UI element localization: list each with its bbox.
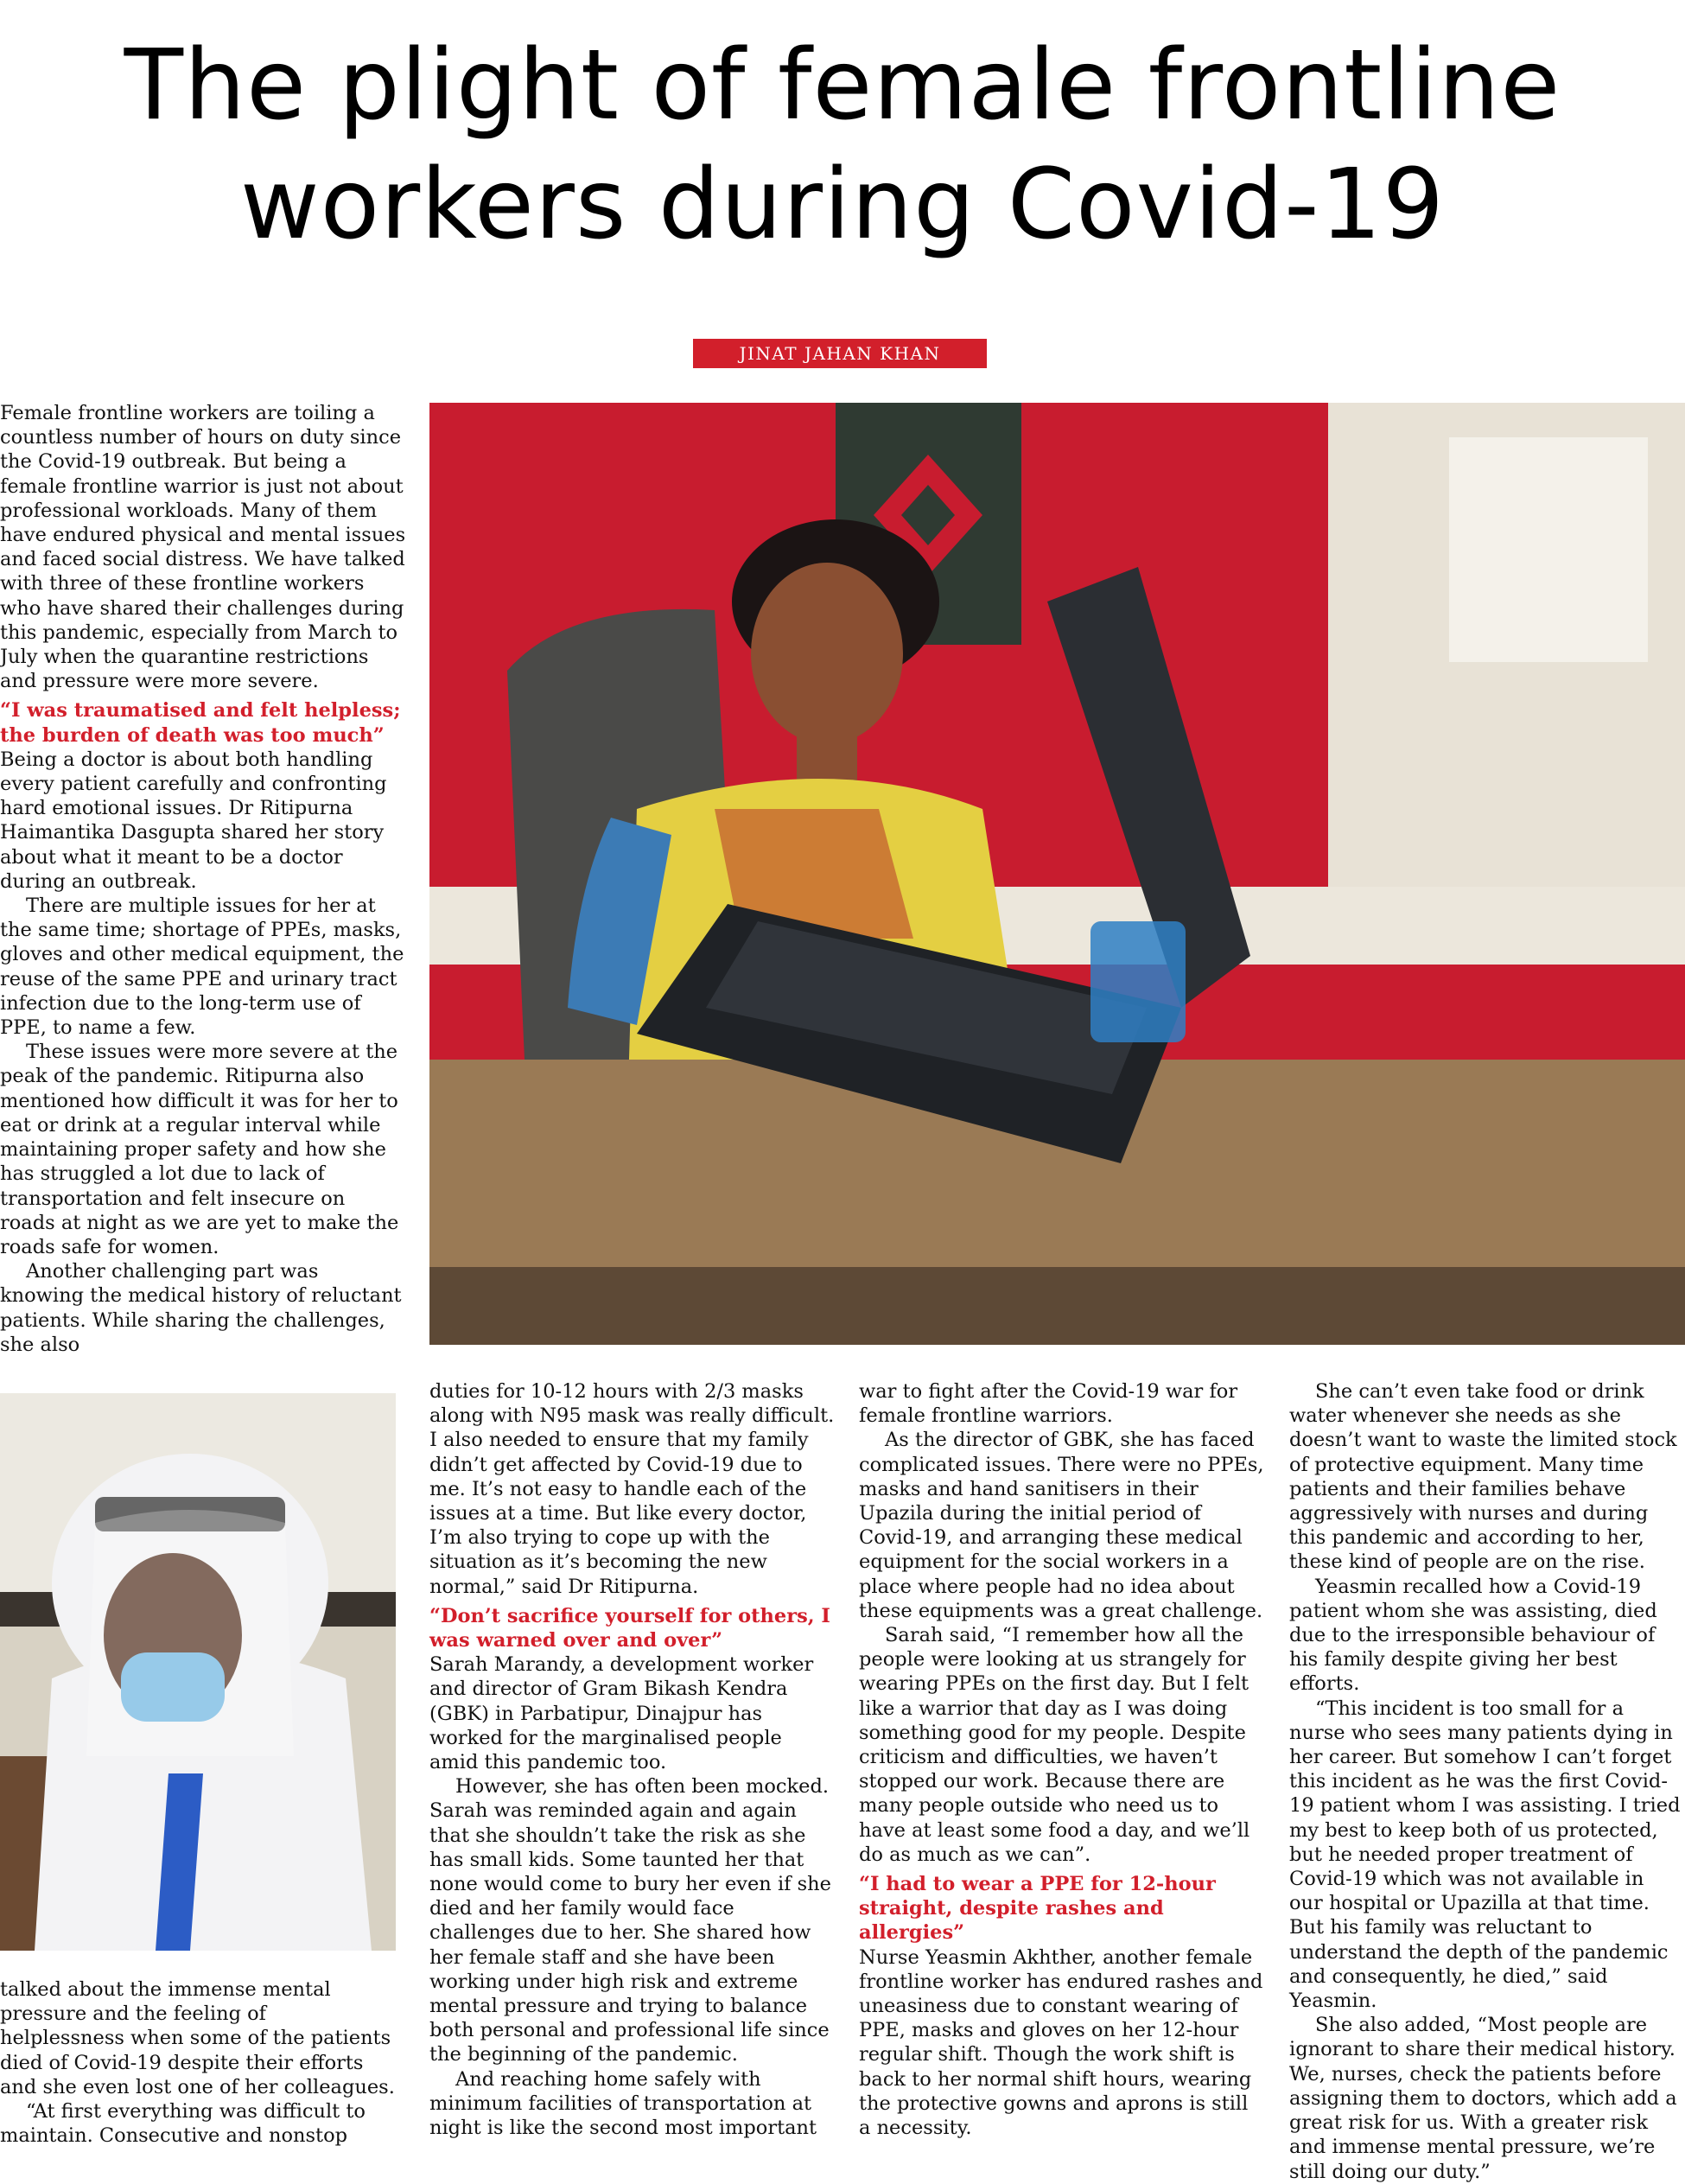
body-paragraph: There are multiple issues for her at the same time; shortage of PPEs, masks, gloves and other medical equipment, the reuse of the same PPE and urinary tract infection due to the long-term use of PPE, to name a few. xyxy=(0,895,404,1040)
article-headline xyxy=(0,26,1685,264)
doctor-illustration xyxy=(429,403,1685,1345)
headline-line-2: workers during Covid-19 xyxy=(239,149,1445,261)
nurse-illustration xyxy=(0,1393,396,1951)
body-paragraph: Sarah said, “I remember how all the people were looking at us strangely for wearing PPEs on the first day. But I felt like a warrior that day as I was doing something good for my people. Despite criticism and difficulties, we haven’t stopped our work. Because there are many people outside who need us to have at least some food a day, and we’ll do as much as we can”. xyxy=(859,1624,1250,1866)
body-paragraph: As the director of GBK, she has faced complicated issues. There were no PPEs, masks and hand sanitisers in their Upazila during the initial period of Covid-19, and arranging these medical equipment for the social workers in a place where people had no idea about these equipments was a great challenge. xyxy=(859,1429,1264,1622)
body-paragraph: However, she has often been mocked. Sarah was reminded again and again that she shouldn’t take the risk as she has small kids. Some taunted her that none would come to bury her even if she died and her family would face challenges due to her. She shared how her female staff and she have been working under high risk and extreme mental pressure and trying to balance both personal and professional life since the beginning of the pandemic. xyxy=(429,1775,831,2066)
body-column-3 xyxy=(859,1379,1265,2140)
body-paragraph: war to fight after the Covid-19 war for female frontline warriors. xyxy=(859,1380,1238,1428)
headline-line-1: The plight of female frontline xyxy=(124,29,1561,142)
body-paragraph: talked about the immense mental pressure and the feeling of helplessness when some of the patients died of Covid-19 despite their efforts and she even lost one of her colleagues. xyxy=(0,1978,395,2098)
body-paragraph: She also added, “Most people are ignorant to share their medical history. We, nurses, check the patients before assigning them to doctors, which add a great risk for us. With a greater risk and immense mental pressure, we’re still doing our duty.” xyxy=(1289,2014,1677,2183)
body-paragraph: Nurse Yeasmin Akhther, another female frontline worker has endured rashes and uneasiness due to constant wearing of PPE, masks and gloves on her 12-hour regular shift. Though the work shift is back to her normal shift hours, wearing the protective gowns and aprons is still a necessity. xyxy=(859,1945,1263,2140)
subheading-nurse: “I had to wear a PPE for 12-hour straight, despite rashes and allergies” xyxy=(859,1873,1216,1945)
body-paragraph: Another challenging part was knowing the medical history of reluctant patients. While sharing the challenges, she also xyxy=(0,1260,402,1356)
nurse-photo xyxy=(0,1393,396,1951)
body-paragraph: Being a doctor is about both handling every patient carefully and confronting hard emotional issues. Dr Ritipurna Haimantika Dasgupta shared her story about what it meant to be a doctor during an outbreak. xyxy=(0,748,387,893)
byline-badge: JINAT JAHAN KHAN xyxy=(693,339,987,368)
subheading-doctor: “I was traumatised and felt helpless; the burden of death was too much” xyxy=(0,699,401,747)
doctor-photo xyxy=(429,403,1685,1345)
body-paragraph: These issues were more severe at the peak of the pandemic. Ritipurna also mentioned how difficult it was for her to eat or drink at a regular interval while maintaining proper safety and how she has struggled a lot due to lack of transportation and felt insecure on roads at night as we are yet to make the roads safe for women. xyxy=(0,1041,399,1258)
body-paragraph: She can’t even take food or drink water whenever she needs as she doesn’t want to waste the limited stock of protective equipment. Many time patients and their families behave aggressively with nurses and during this pandemic and according to her, these kind of people are on the rise. xyxy=(1289,1380,1677,1574)
body-paragraph: Sarah Marandy, a development worker and director of Gram Bikash Kendra (GBK) in Parbatipur, Dinajpur has worked for the marginalised people amid this pandemic too. xyxy=(429,1653,814,1774)
body-column-2 xyxy=(429,1379,836,2140)
intro-paragraph: Female frontline workers are toiling a countless number of hours on duty since the Covid-19 outbreak. But being a female frontline warrior is just not about professional workloads. Many of them have endured physical and mental issues and faced social distress. We have talked with three of these frontline workers who have shared their challenges during this pandemic, especially from March to July when the quarantine restrictions and pressure were more severe. xyxy=(0,402,406,693)
body-paragraph: “This incident is too small for a nurse who sees many patients dying in her career. But somehow I can’t forget this incident as he was the first Covid-19 patient whom I was assisting. I tried my best to keep both of us protected, but he needed proper treatment of Covid-19 which was not available in our hospital or Upazilla at that time. But his family was reluctant to understand the depth of the pandemic and consequently, he died,” said Yeasmin. xyxy=(1289,1697,1681,2013)
body-paragraph: And reaching home safely with minimum facilities of transportation at night is like the second most important xyxy=(429,2067,817,2140)
subheading-development-worker: “Don’t sacrifice yourself for others, I was warned over and over” xyxy=(429,1604,830,1652)
body-paragraph: “At first everything was difficult to maintain. Consecutive and nonstop xyxy=(0,2100,366,2148)
body-paragraph: duties for 10-12 hours with 2/3 masks along with N95 mask was really difficult. I also needed to ensure that my family didn’t get affected by Covid-19 due to me. It’s not easy to handle each of the issues at a time. But like every doctor, I’m also trying to cope up with the situation as it’s becoming the new normal,” said Dr Ritipurna. xyxy=(429,1380,835,1598)
body-paragraph: Yeasmin recalled how a Covid-19 patient whom she was assisting, died due to the irresponsible behaviour of his family despite giving her best efforts. xyxy=(1289,1575,1657,1696)
intro-column xyxy=(0,401,406,1357)
body-column-1 xyxy=(0,1977,396,2148)
body-column-4 xyxy=(1289,1379,1682,2184)
